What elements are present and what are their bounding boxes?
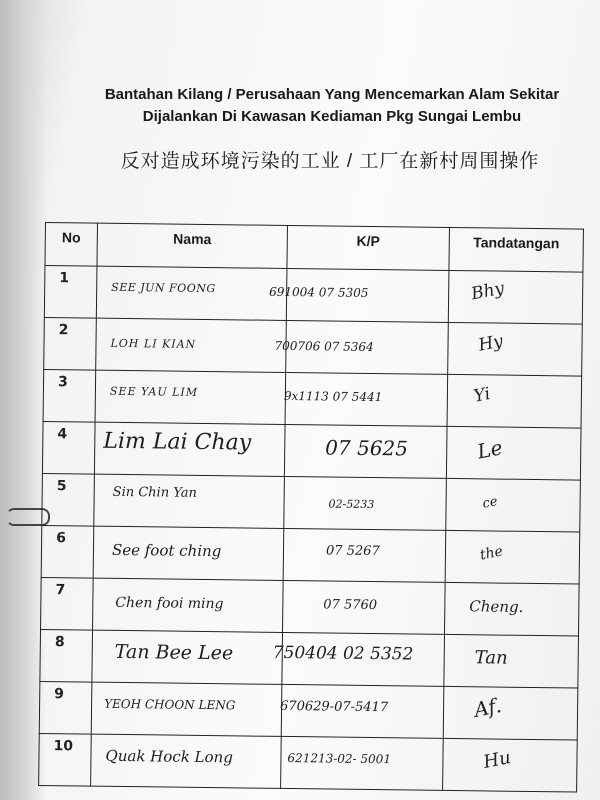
row-number: 1 [44, 266, 97, 319]
table-header-row [45, 223, 583, 273]
signature: Tan [474, 647, 508, 669]
handwritten-name: Lim Lai Chay [103, 428, 252, 456]
table-row [42, 421, 581, 480]
table-row [41, 525, 580, 584]
signature: ce [481, 494, 499, 512]
kp-cell [283, 580, 446, 634]
table-row [40, 629, 579, 688]
table-row [44, 317, 583, 376]
kp-cell [269, 268, 449, 322]
row-number: 4 [42, 421, 95, 474]
signature-cell [444, 582, 579, 636]
handwritten-name: Tan Bee Lee [114, 640, 234, 665]
signature-cell [445, 530, 580, 584]
name-cell [91, 682, 282, 736]
kp-cell [284, 476, 447, 530]
handwritten-kp: 07 5760 [323, 597, 378, 614]
name-cell [93, 578, 284, 632]
column-header-nama: Nama [97, 223, 288, 268]
table-row [39, 733, 578, 792]
kp-cell [272, 632, 445, 686]
heading-line-2: Dijalankan Di Kawasan Kediaman Pkg Sungai Lembu [142, 108, 522, 125]
name-cell [93, 526, 284, 580]
table-row [44, 266, 583, 325]
table-row [42, 473, 581, 532]
signature: Hu [481, 747, 513, 774]
handwritten-kp: 670629-07-5417 [280, 698, 389, 716]
handwritten-kp: 621213-02- 5001 [287, 751, 392, 767]
kp-cell [284, 424, 447, 478]
row-number: 3 [43, 369, 96, 422]
signature: Bhy [469, 278, 506, 305]
handwritten-name: Chen fooi ming [115, 594, 224, 613]
signature-cell [444, 634, 579, 688]
handwritten-kp: 700706 07 5364 [274, 338, 374, 355]
table-row [43, 369, 582, 428]
signature-cell [446, 426, 581, 480]
signature: the [478, 543, 505, 564]
signature: Le [475, 435, 505, 464]
kp-cell [274, 320, 449, 374]
signature: Af. [472, 693, 504, 722]
column-header-no: No [45, 223, 98, 267]
name-cell [91, 734, 282, 788]
row-number: 5 [42, 473, 95, 526]
handwritten-kp: 02-5233 [328, 497, 375, 512]
signature-cell [448, 322, 583, 376]
handwritten-kp: 691004 07 5305 [269, 284, 369, 300]
signature: Yi [472, 383, 493, 407]
handwritten-kp: 07 5267 [325, 543, 380, 560]
handwritten-name: LOH LI KIAN [110, 336, 197, 351]
row-number: 8 [40, 629, 93, 682]
kp-cell [283, 528, 446, 582]
signature-cell [443, 686, 578, 740]
handwritten-name: Sin Chin Yan [112, 484, 198, 501]
row-number: 10 [39, 733, 92, 786]
name-cell [96, 318, 287, 372]
row-number: 9 [39, 681, 92, 734]
name-cell [95, 370, 286, 424]
handwritten-kp: 9x1113 07 5441 [283, 388, 383, 405]
name-cell [92, 630, 283, 684]
kp-cell [281, 736, 444, 790]
kp-cell [281, 684, 444, 738]
handwritten-kp: 750404 02 5352 [272, 642, 414, 665]
column-header-kp: K/P [287, 225, 450, 270]
signature-cell [448, 270, 583, 324]
row-number: 2 [44, 317, 97, 370]
signature: Hy [476, 331, 505, 356]
name-cell [96, 266, 287, 320]
signature-cell [443, 738, 578, 792]
table-row [39, 681, 578, 740]
heading-line-1: Bantahan Kilang / Perusahaan Yang Mencemarkan Alam Sekitar [104, 86, 560, 103]
handwritten-kp: 07 5625 [325, 435, 409, 461]
signature-cell [447, 374, 582, 428]
signature: Cheng. [469, 597, 524, 616]
handwritten-name: SEE JUN FOONG [111, 280, 216, 296]
name-cell [94, 422, 285, 476]
column-header-tandatangan: Tandatangan [449, 227, 584, 272]
handwritten-name: SEE YAU LIM [109, 384, 199, 399]
handwritten-name: YEOH CHOON LENG [104, 696, 236, 713]
heading-line-chinese: 反对造成环境污染的工业 / 工厂在新村周围操作 [120, 151, 540, 172]
kp-cell [285, 372, 448, 426]
row-number: 6 [41, 525, 94, 578]
signature-table [38, 222, 584, 793]
signature-cell [446, 478, 581, 532]
name-cell [94, 474, 285, 528]
table-row [41, 577, 580, 636]
handwritten-name: See foot ching [111, 540, 222, 561]
handwritten-name: Quak Hock Long [105, 746, 233, 767]
row-number: 7 [41, 577, 94, 630]
